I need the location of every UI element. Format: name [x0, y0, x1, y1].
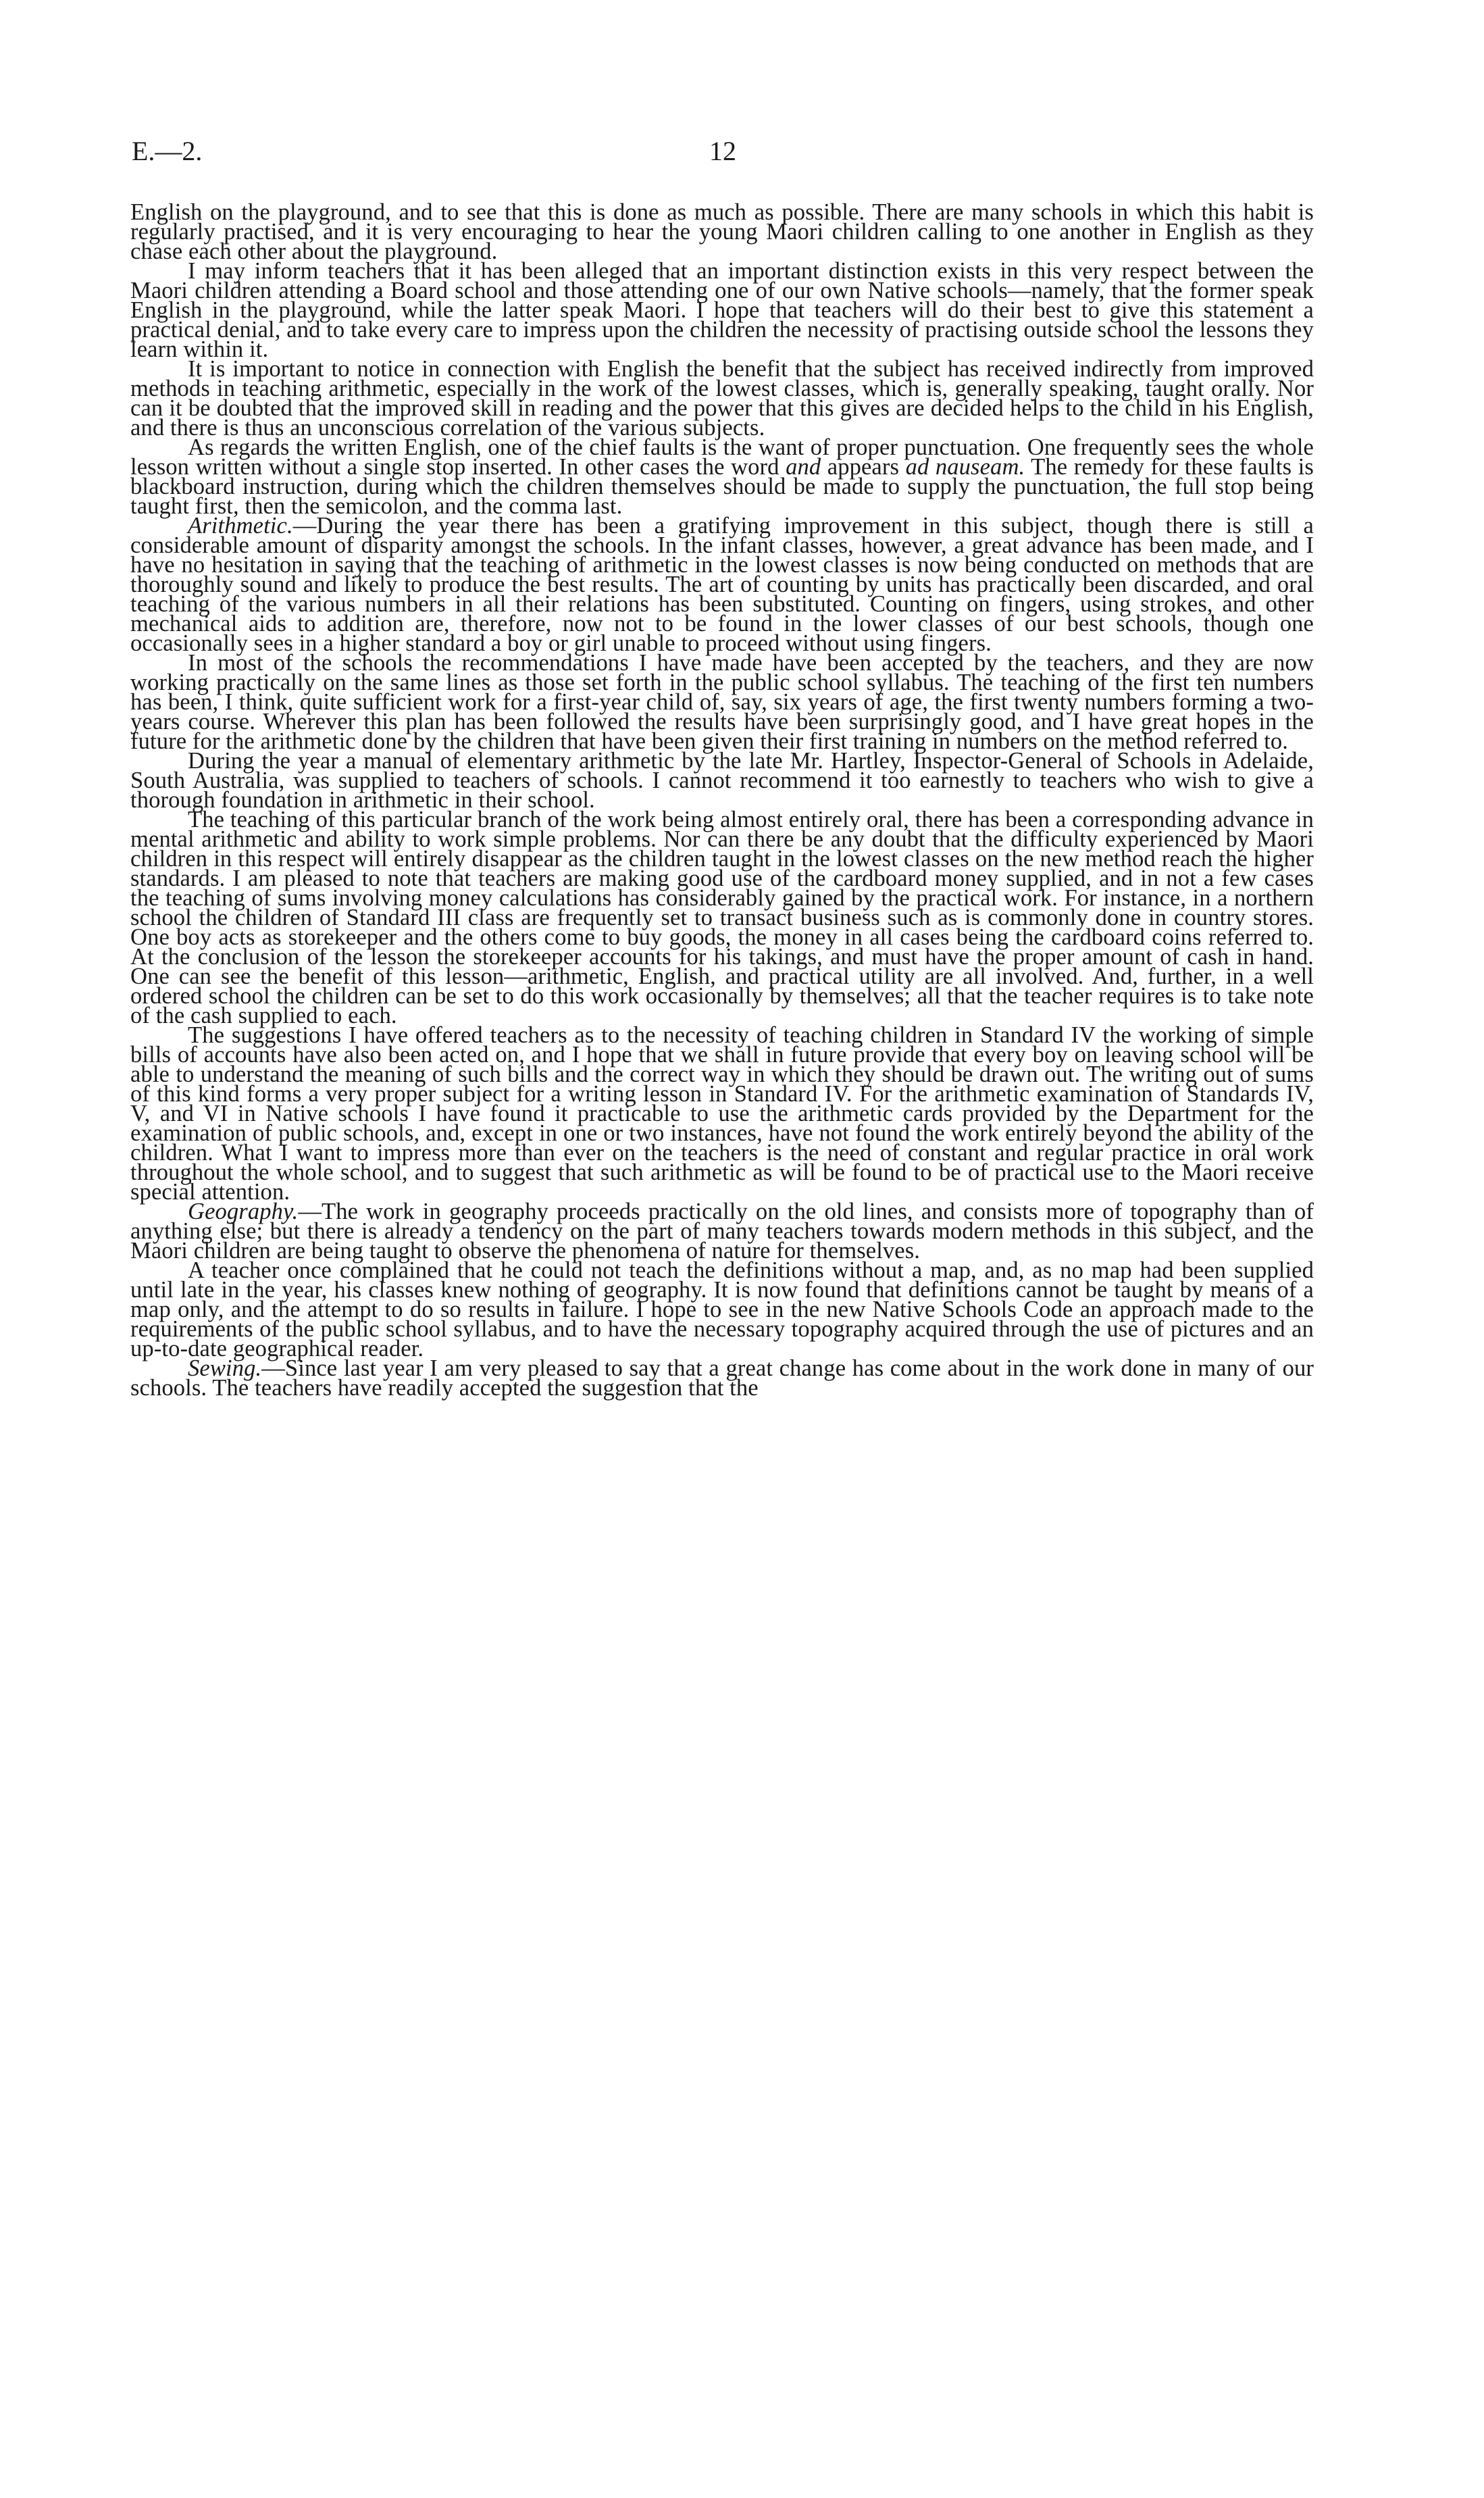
paragraph-written-english	[130, 434, 1314, 519]
document-reference: E.—2.	[132, 136, 203, 166]
text-run: appears	[821, 454, 906, 480]
paragraph-sewing	[130, 1355, 1314, 1401]
paragraph-bills-of-accounts: The suggestions I have offered teachers as to the necessity of teaching children in Standard IV the working of simple bills of accounts have also been acted on, and I hope that we shall in future provide that every boy on leaving school will be able to understand the meaning of such bills and the correct way in which they should be drawn out. The writing out of sums of this kind forms a very proper subject for a writing lesson in Standard IV. For the arithmetic examination of Standards IV, V, and VI in Native schools I have found it practicable to use the arithmetic cards provided by the Department for the examination of public schools, and, except in one or two instances, have not found the work entirely beyond the ability of the children. What I want to impress more than ever on the teachers is the need of constant and regular practice in oral work throughout the whole school, and to suggest that such arithmetic as will be found to be of practical use to the Maori receive special attention.	[130, 1022, 1314, 1205]
paragraph-arithmetic	[130, 513, 1314, 656]
page-number: 12	[709, 136, 736, 166]
paragraph-recommendations: In most of the schools the recommendations I have made have been accepted by the teachers, and they are now working practically on the same lines as those set forth in the public school syllabus. The teaching of the first ten numbers has been, I think, quite sufficient work for a first-year child of, say, six years of age, the first twenty numbers forming a two-years course. Wherever this plan has been followed the results have been surprisingly good, and I have great hopes in the future for the arithmetic done by the children that have been given their first training in numbers on the method referred to.	[130, 650, 1314, 754]
italic-phrase: ad nauseam.	[905, 454, 1025, 480]
page-header	[132, 135, 1314, 176]
paragraph-english-arithmetic-benefit: It is important to notice in connection with English the benefit that the subject has received indirectly from improved methods in teaching arithmetic, especially in the work of the lowest classes, which is, generally speaking, taught orally. Nor can it be doubted that the improved skill in reading and the power that this gives are decided helps to the child in his English, and there is thus an unconscious correlation of the various subjects.	[130, 356, 1314, 441]
paragraph-playground-english: English on the playground, and to see that this is done as much as possible. There are many schools in which this habit is regularly practised, and it is very encouraging to hear the young Maori children calling to one another in English as they chase each other about the playground.	[130, 199, 1314, 264]
text-run: —The work in geography proceeds practically on the old lines, and consists more of topography than of anything else; but there is already a tendency on the part of many teachers towards modern methods in this subject, and the Maori children are being taught to observe the phenomena of nature for themselves.	[130, 1199, 1314, 1264]
body-text	[130, 199, 1314, 1401]
italic-word: and	[786, 454, 821, 480]
text-run: —During the year there has been a gratifying improvement in this subject, though there is still a considerable amount of disparity amongst the schools. In the infant classes, however, a great advance has been made, and I have no hesitation in saying that the teaching of arithmetic in the lowest classes is now being conducted on methods that are thoroughly sound and likely to produce the best results. The art of counting by units has practically been discarded, and oral teaching of the various numbers in all their relations has been substituted. Counting on fingers, using strokes, and other mechanical aids to addition are, therefore, now not to be found in the lower classes of our best schools, though one occasionally sees in a higher standard a boy or girl unable to proceed without using fingers.	[130, 513, 1314, 656]
text-run: As regards the written English, one of the chief faults is the want of proper punctuation. One frequently sees the whole lesson written without a single stop inserted. In other cases the word	[130, 434, 1314, 480]
paragraph-oral-teaching: The teaching of this particular branch of the work being almost entirely oral, there has been a corresponding advance in mental arithmetic and ability to work simple problems. Nor can there be any doubt that the difficulty experienced by Maori children in this respect will entirely disappear as the children taught in the lowest classes on the new method reach the higher standards. I am pleased to note that teachers are making good use of the cardboard money supplied, and in not a few cases the teaching of sums involving money calculations has considerably gained by the practical work. For instance, in a northern school the children of Standard III class are frequently set to transact business such as is commonly done in country stores. One boy acts as storekeeper and the others come to buy goods, the money in all cases being the cardboard coins referred to. At the conclusion of the lesson the storekeeper accounts for his takings, and must have the proper amount of cash in hand. One can see the benefit of this lesson—arithmetic, English, and practical utility are all involved. And, further, in a well ordered school the children can be set to do this work occasionally by themselves; all that the teacher requires is to take note of the cash supplied to each.	[130, 807, 1314, 1028]
paragraph-geography	[130, 1199, 1314, 1264]
section-heading-sewing: Sewing.	[188, 1355, 262, 1381]
text-run: —Since last year I am very pleased to say that a great change has come about in the work done in many of our schools. The teachers have readily accepted the suggestion that the	[130, 1355, 1314, 1401]
paragraph-board-school-distinction: I may inform teachers that it has been alleged that an important distinction exists in this very respect between the Maori children attending a Board school and those attending one of our own Native schools—namely, that the former speak English in the playground, while the latter speak Maori. I hope that teachers will do their best to give this statement a practical denial, and to take every care to impress upon the children the necessity of practising outside school the lessons they learn within it.	[130, 258, 1314, 362]
section-heading-geography: Geography.	[188, 1199, 299, 1224]
section-heading-arithmetic: Arithmetic.	[188, 513, 293, 539]
text-run: The remedy for these faults is blackboard instruction, during which the children themselves should be made to supply the punctuation, the full stop being taught first, then the semicolon, and the comma last.	[130, 454, 1314, 519]
paragraph-map-definitions: A teacher once complained that he could not teach the definitions without a map, and, as no map had been supplied until late in the year, his classes knew nothing of geography. It is now found that definitions cannot be taught by means of a map only, and the attempt to do so results in failure. I hope to see in the new Native Schools Code an approach made to the requirements of the public school syllabus, and to have the necessary topography acquired through the use of pictures and an up-to-date geographical reader.	[130, 1257, 1314, 1362]
paragraph-hartley-manual: During the year a manual of elementary arithmetic by the late Mr. Hartley, Inspector-General of Schools in Adelaide, South Australia, was supplied to teachers of schools. I cannot recommend it too earnestly to teachers who wish to give a thorough foundation in arithmetic in their school.	[130, 748, 1314, 813]
